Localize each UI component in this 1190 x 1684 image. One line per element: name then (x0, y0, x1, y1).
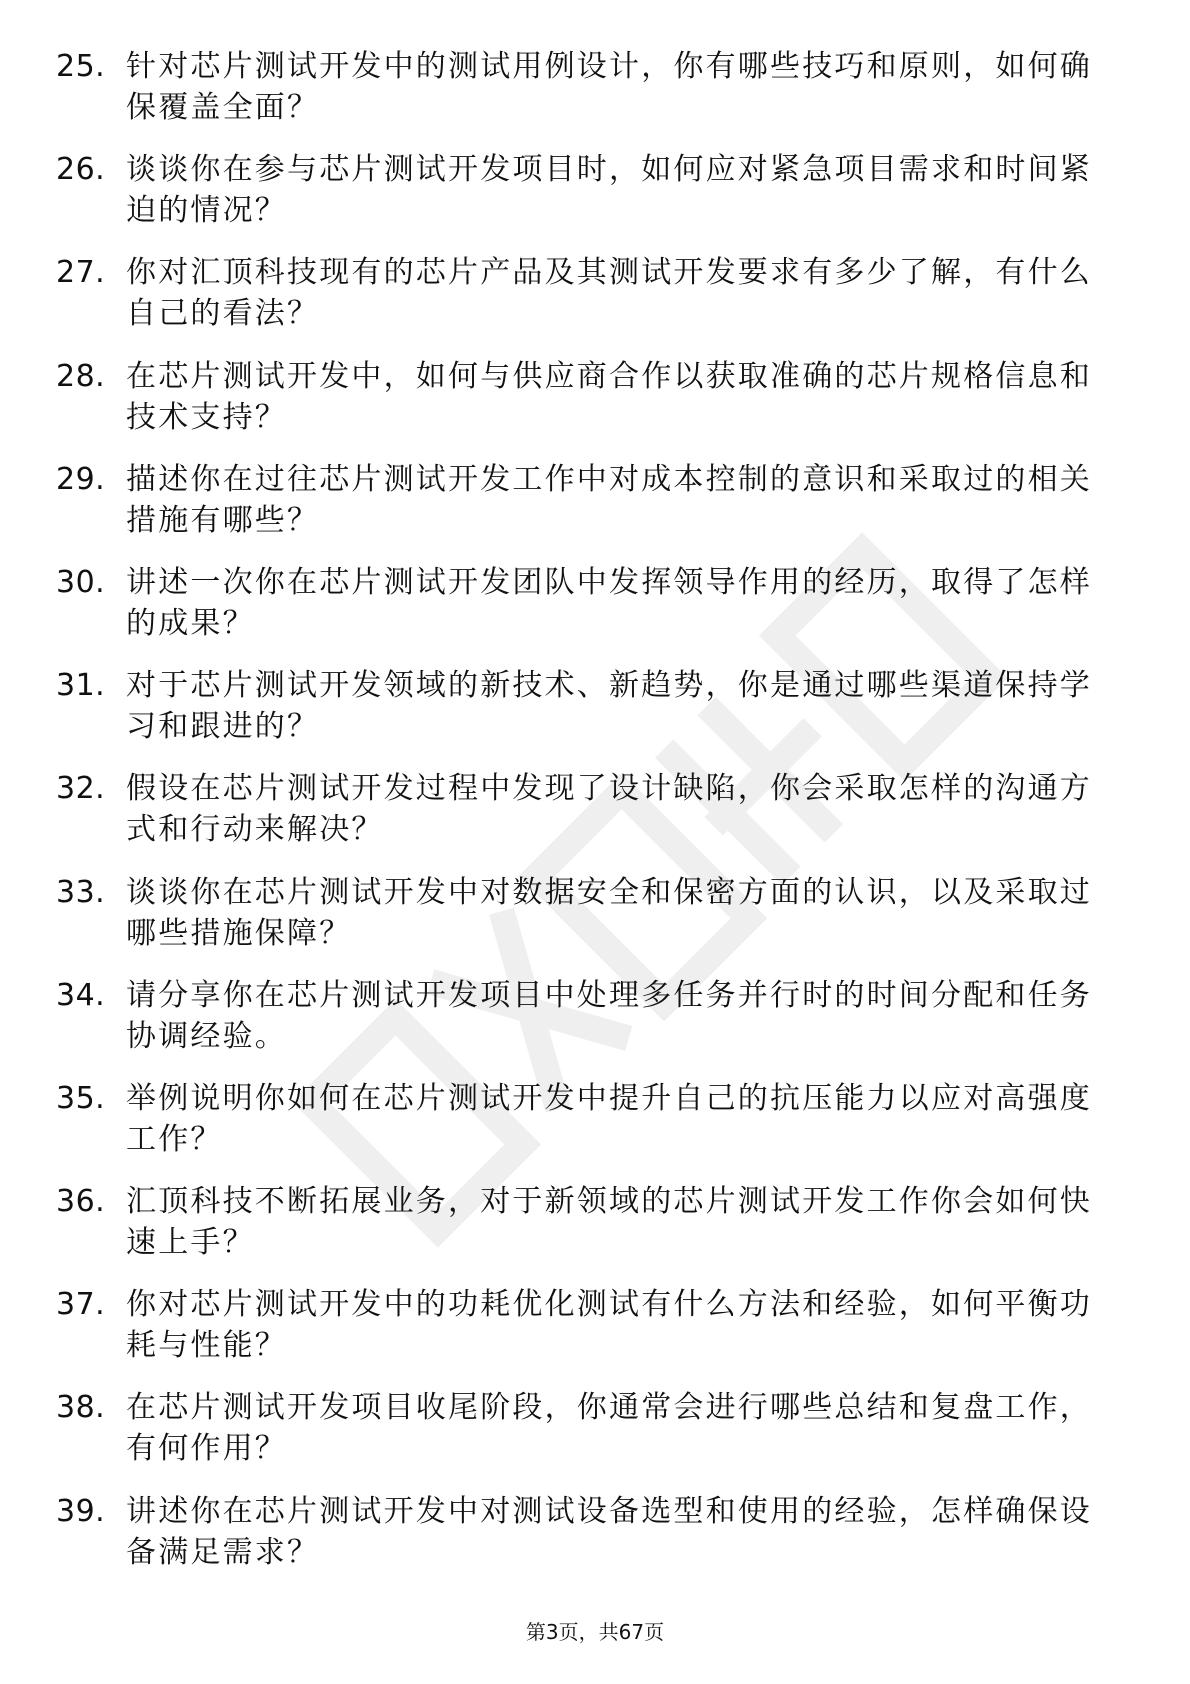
question-text: 讲述你在芯片测试开发中对测试设备选型和使用的经验，怎样确保设备满足需求？ (126, 1493, 1092, 1570)
question-text: 在芯片测试开发中，如何与供应商合作以获取准确的芯片规格信息和技术支持？ (126, 358, 1092, 435)
question-text: 谈谈你在芯片测试开发中对数据安全和保密方面的认识，以及采取过哪些措施保障？ (126, 874, 1092, 951)
question-text: 谈谈你在参与芯片测试开发项目时，如何应对紧急项目需求和时间紧迫的情况？ (126, 152, 1092, 229)
question-item (0, 1387, 1190, 1490)
question-text: 针对芯片测试开发中的测试用例设计，你有哪些技巧和原则，如何确保覆盖全面？ (126, 49, 1092, 125)
question-number: 31. (56, 668, 106, 704)
question-text: 汇顶科技不断拓展业务，对于新领域的芯片测试开发工作你会如何快速上手？ (126, 1184, 1092, 1261)
question-number: 28. (56, 358, 106, 394)
question-number: 36. (56, 1184, 106, 1220)
question-number: 38. (56, 1390, 106, 1426)
question-number: 35. (56, 1080, 106, 1116)
question-item (0, 356, 1190, 459)
question-number: 26. (56, 152, 106, 188)
question-number: 34. (56, 977, 106, 1013)
question-text: 在芯片测试开发项目收尾阶段，你通常会进行哪些总结和复盘工作，有何作用？ (126, 1390, 1092, 1467)
question-item (0, 1078, 1190, 1181)
question-text: 你对芯片测试开发中的功耗优化测试有什么方法和经验，如何平衡功耗与性能？ (126, 1287, 1092, 1364)
question-item (0, 768, 1190, 871)
question-item (0, 665, 1190, 768)
question-number: 39. (56, 1493, 106, 1529)
question-number: 37. (56, 1287, 106, 1323)
question-item (0, 1181, 1190, 1284)
question-text: 对于芯片测试开发领域的新技术、新趋势，你是通过哪些渠道保持学习和跟进的？ (126, 668, 1092, 745)
question-text: 请分享你在芯片测试开发项目中处理多任务并行时的时间分配和任务协调经验。 (126, 977, 1092, 1054)
question-item (0, 252, 1190, 355)
question-number: 32. (56, 771, 106, 807)
question-text: 假设在芯片测试开发过程中发现了设计缺陷，你会采取怎样的沟通方式和行动来解决？ (126, 771, 1092, 848)
question-item (0, 149, 1190, 252)
question-number: 30. (56, 564, 106, 600)
question-item (0, 1491, 1190, 1594)
question-text: 你对汇顶科技现有的芯片产品及其测试开发要求有多少了解，有什么自己的看法？ (126, 255, 1092, 332)
question-text: 举例说明你如何在芯片测试开发中提升自己的抗压能力以应对高强度工作？ (126, 1080, 1092, 1157)
question-number: 33. (56, 874, 106, 910)
question-text: 描述你在过往芯片测试开发工作中对成本控制的意识和采取过的相关措施有哪些？ (126, 461, 1092, 538)
question-item (0, 46, 1190, 149)
question-list (0, 46, 1190, 1594)
question-number: 29. (56, 461, 106, 497)
question-item (0, 562, 1190, 665)
question-text: 讲述一次你在芯片测试开发团队中发挥领导作用的经历，取得了怎样的成果？ (126, 564, 1092, 641)
question-number: 25. (56, 49, 106, 84)
question-item (0, 1284, 1190, 1387)
question-item (0, 872, 1190, 975)
question-item (0, 459, 1190, 562)
question-item (0, 975, 1190, 1078)
page-footer: 第3页，共67页 (525, 1620, 665, 1644)
question-number: 27. (56, 255, 106, 291)
